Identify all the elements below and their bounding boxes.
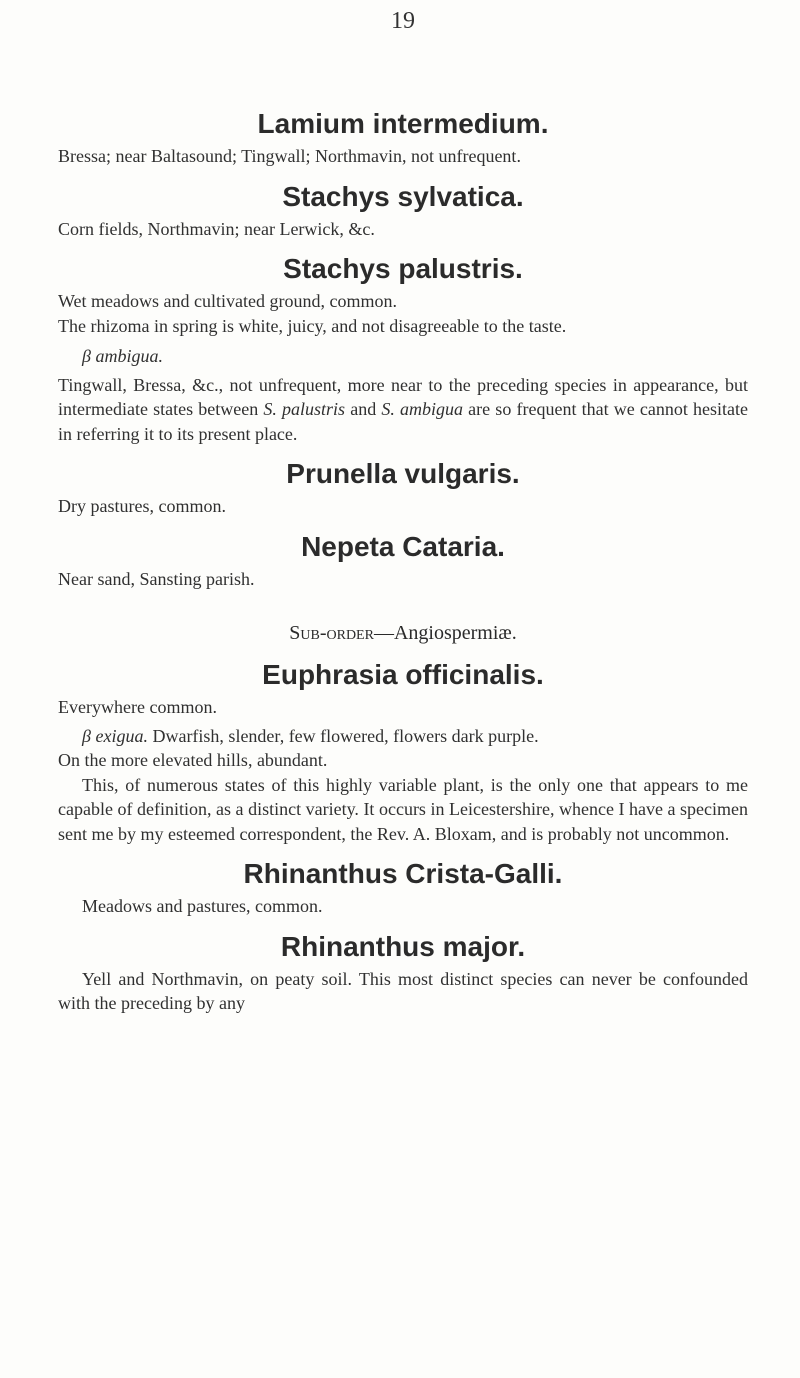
- species-text-prunella: Dry pastures, common.: [58, 496, 226, 516]
- species-heading-rhinanthus-major: Rhinanthus major.: [280, 930, 526, 962]
- taxon-name: S. ambigua: [381, 399, 464, 419]
- species-heading-euphrasia: Euphrasia officinalis.: [262, 659, 544, 690]
- variety-label-ambigua: β ambigua.: [82, 346, 163, 366]
- species-text-stachys-palustris-habitat: Wet meadows and cultivated ground, common.: [58, 291, 397, 311]
- species-text-stachys-palustris-variety: Tingwall, Bressa, &c., not unfrequent, more near to the preceding species in appearance, but intermediate states between S. palustris and S. ambigua are so frequent that we cannot hesitate in referring it to its present place.: [58, 374, 748, 444]
- species-heading-stachys-sylvatica: Stachys sylvatica.: [282, 180, 524, 212]
- species-text-lamium: Bressa; near Baltasound; Tingwall; Northmavin, not unfrequent.: [58, 146, 521, 166]
- species-text-rhinanthus-crista: Meadows and pastures, common.: [82, 896, 323, 916]
- species-text-stachys-palustris-note: The rhizoma in spring is white, juicy, and not disagreeable to the taste.: [58, 315, 567, 336]
- species-text-euphrasia: Everywhere common.: [58, 697, 217, 717]
- page-number: 19: [391, 8, 415, 34]
- variety-label-exigua: β exigua.: [82, 725, 148, 746]
- species-text-euphrasia-note: This, of numerous states of this highly variable plant, is the only one that appears to me capable of definition, as a distinct variety. It occurs in Leicestershire, whence I have a specimen sent me by my esteemed correspondent, the Rev. A. Bloxam, and is probably not uncommon.: [58, 774, 748, 844]
- species-text-rhinanthus-major: Yell and Northmavin, on peaty soil. This most distinct species can never be confounded with the preceding by any: [58, 968, 748, 1013]
- species-heading-rhinanthus-crista: Rhinanthus Crista-Galli.: [243, 858, 563, 889]
- species-heading-stachys-palustris: Stachys palustris.: [283, 253, 523, 284]
- page-content: [58, 104, 748, 1016]
- species-text-nepeta: Near sand, Sansting parish.: [58, 568, 255, 589]
- species-heading-nepeta: Nepeta Cataria.: [301, 530, 505, 562]
- species-text-euphrasia-habitat: On the more elevated hills, abundant.: [58, 750, 328, 770]
- species-heading-lamium: Lamium intermedium.: [257, 108, 549, 139]
- suborder-heading: Sub-order—Angiospermiæ.: [289, 622, 517, 644]
- taxon-name: S. palustris: [263, 399, 346, 419]
- species-heading-prunella: Prunella vulgaris.: [286, 458, 520, 489]
- species-text-stachys-sylvatica: Corn fields, Northmavin; near Lerwick, &c.: [58, 218, 375, 239]
- variety-entry-exigua: β exigua. Dwarfish, slender, few flowered, flowers dark purple.: [82, 725, 539, 746]
